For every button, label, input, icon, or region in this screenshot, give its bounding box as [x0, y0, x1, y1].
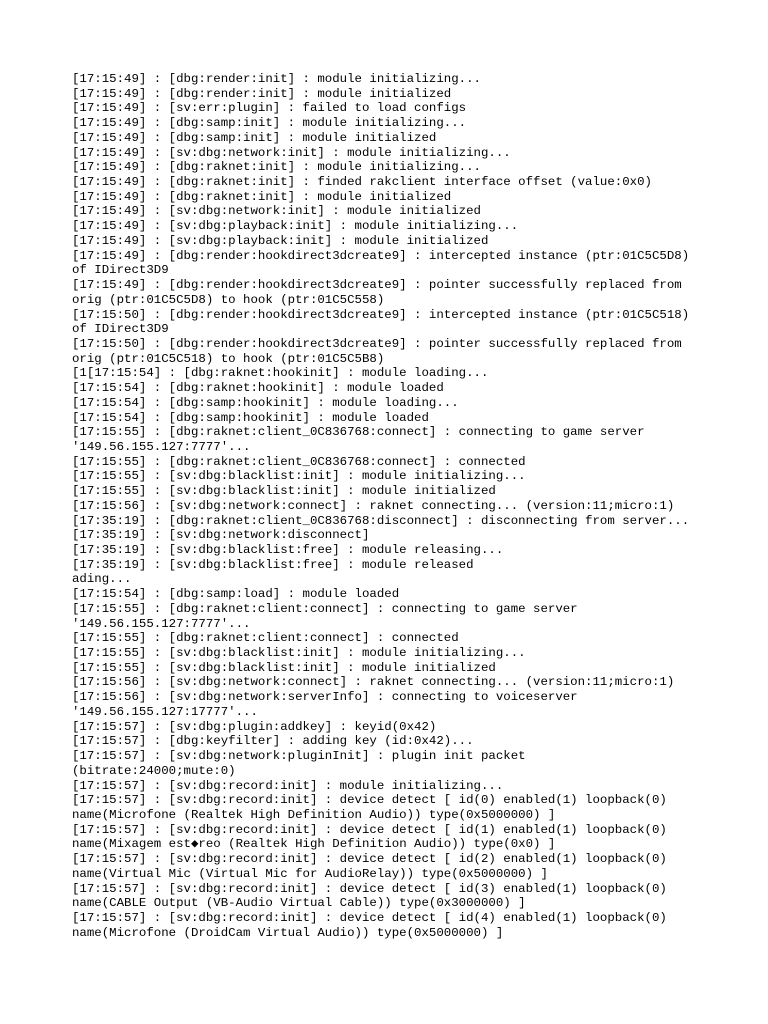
log-line: [17:15:49] : [dbg:render:hookdirect3dcreate9] : pointer successfully replaced from	[72, 278, 682, 293]
log-line: [17:15:56] : [sv:dbg:network:serverInfo] : connecting to voiceserver	[72, 690, 578, 705]
log-text-block	[72, 72, 712, 940]
log-line: name(Microfone (DroidCam Virtual Audio)) type(0x5000000) ]	[72, 925, 504, 940]
log-line: [17:15:49] : [dbg:raknet:init] : finded rakclient interface offset (value:0x0)	[72, 175, 652, 190]
log-line: name(Mixagem est◆reo (Realtek High Definition Audio)) type(0x0) ]	[72, 837, 556, 852]
log-line: [17:15:49] : [sv:dbg:playback:init] : module initialized	[72, 233, 489, 248]
log-line: [17:15:49] : [sv:dbg:network:init] : module initializing...	[72, 145, 511, 160]
log-line: [17:15:54] : [dbg:samp:load] : module loaded	[72, 587, 400, 602]
log-line: [17:15:55] : [dbg:raknet:client_0C836768:connect] : connected	[72, 454, 526, 469]
log-line: [17:35:19] : [sv:dbg:blacklist:free] : module releasing...	[72, 543, 504, 557]
log-line: orig (ptr:01C5C5D8) to hook (ptr:01C5C558)	[72, 292, 385, 307]
log-line: [17:15:57] : [sv:dbg:record:init] : device detect [ id(0) enabled(1) loopback(0)	[72, 793, 667, 808]
log-line: [17:15:49] : [dbg:raknet:init] : module initializing...	[72, 160, 481, 175]
log-line: [17:15:55] : [dbg:raknet:client:connect] : connecting to game server	[72, 601, 578, 616]
log-line: [17:15:57] : [sv:dbg:record:init] : device detect [ id(4) enabled(1) loopback(0)	[72, 910, 667, 925]
log-line: [17:35:19] : [dbg:raknet:client_0C836768:disconnect] : disconnecting from server...	[72, 513, 690, 528]
log-line: [17:35:19] : [sv:dbg:network:disconnect]	[72, 528, 370, 543]
log-line: [17:15:55] : [sv:dbg:blacklist:init] : module initialized	[72, 484, 496, 499]
log-line: [17:15:49] : [sv:dbg:playback:init] : module initializing...	[72, 219, 519, 234]
log-line: name(Microfone (Realtek High Definition Audio)) type(0x5000000) ]	[72, 807, 556, 822]
log-line: [17:15:57] : [sv:dbg:record:init] : device detect [ id(1) enabled(1) loopback(0)	[72, 822, 667, 837]
log-line: [17:15:56] : [sv:dbg:network:connect] : raknet connecting... (version:11;micro:1)	[72, 675, 675, 690]
log-line: [17:15:50] : [dbg:render:hookdirect3dcreate9] : intercepted instance (ptr:01C5C518)	[72, 307, 690, 322]
log-line: [17:15:57] : [sv:dbg:plugin:addkey] : keyid(0x42)	[72, 719, 437, 734]
log-line: [17:15:57] : [dbg:keyfilter] : adding key (id:0x42)...	[72, 734, 474, 749]
log-line: [17:15:57] : [sv:dbg:record:init] : module initializing...	[72, 778, 504, 793]
log-line: orig (ptr:01C5C518) to hook (ptr:01C5C5B8)	[72, 351, 385, 366]
log-line: [17:15:49] : [sv:err:plugin] : failed to load configs	[72, 101, 467, 116]
log-line: [17:15:49] : [dbg:render:init] : module initialized	[72, 86, 452, 101]
log-line: [17:15:57] : [sv:dbg:network:pluginInit] : plugin init packet	[72, 749, 526, 764]
log-line: [17:15:55] : [sv:dbg:blacklist:init] : module initializing...	[72, 469, 526, 484]
log-line: [17:35:19] : [sv:dbg:blacklist:free] : module released	[72, 557, 474, 572]
log-line: [17:15:49] : [dbg:samp:init] : module initialized	[72, 130, 437, 145]
log-line: [17:15:55] : [sv:dbg:blacklist:init] : module initialized	[72, 660, 496, 675]
log-line: [17:15:55] : [dbg:raknet:client:connect] : connected	[72, 631, 459, 646]
log-line: [17:15:57] : [sv:dbg:record:init] : device detect [ id(2) enabled(1) loopback(0)	[72, 852, 667, 867]
log-line: of IDirect3D9	[72, 263, 169, 278]
log-line: name(CABLE Output (VB-Audio Virtual Cable)) type(0x3000000) ]	[72, 896, 526, 911]
log-line: [17:15:55] : [sv:dbg:blacklist:init] : module initializing...	[72, 646, 526, 661]
log-line: [17:15:56] : [sv:dbg:network:connect] : raknet connecting... (version:11;micro:1)	[72, 498, 675, 513]
log-line: '149.56.155.127:7777'...	[72, 616, 251, 631]
log-line: [17:15:54] : [dbg:samp:hookinit] : module loaded	[72, 410, 429, 425]
log-line: '149.56.155.127:17777'...	[72, 704, 258, 719]
log-line: '149.56.155.127:7777'...	[72, 439, 251, 454]
log-line: [17:15:49] : [dbg:render:hookdirect3dcreate9] : intercepted instance (ptr:01C5C5D8)	[72, 248, 690, 263]
log-line: [1[17:15:54] : [dbg:raknet:hookinit] : module loading...	[72, 366, 489, 381]
log-line: [17:15:57] : [sv:dbg:record:init] : device detect [ id(3) enabled(1) loopback(0)	[72, 881, 667, 896]
log-line: (bitrate:24000;mute:0)	[72, 763, 236, 778]
log-line: of IDirect3D9	[72, 322, 169, 337]
log-line: [17:15:49] : [sv:dbg:network:init] : module initialized	[72, 204, 481, 219]
log-line: [17:15:50] : [dbg:render:hookdirect3dcreate9] : pointer successfully replaced from	[72, 336, 682, 351]
log-line: name(Virtual Mic (Virtual Mic for AudioRelay)) type(0x5000000) ]	[72, 866, 548, 881]
log-line: ading...	[72, 572, 132, 587]
log-line: [17:15:49] : [dbg:render:init] : module initializing...	[72, 72, 481, 86]
log-line: [17:15:49] : [dbg:raknet:init] : module initialized	[72, 189, 452, 204]
log-line: [17:15:55] : [dbg:raknet:client_0C836768:connect] : connecting to game server	[72, 425, 645, 440]
log-line: [17:15:49] : [dbg:samp:init] : module initializing...	[72, 116, 467, 131]
log-line: [17:15:54] : [dbg:raknet:hookinit] : module loaded	[72, 381, 444, 396]
log-line: [17:15:54] : [dbg:samp:hookinit] : module loading...	[72, 395, 459, 410]
